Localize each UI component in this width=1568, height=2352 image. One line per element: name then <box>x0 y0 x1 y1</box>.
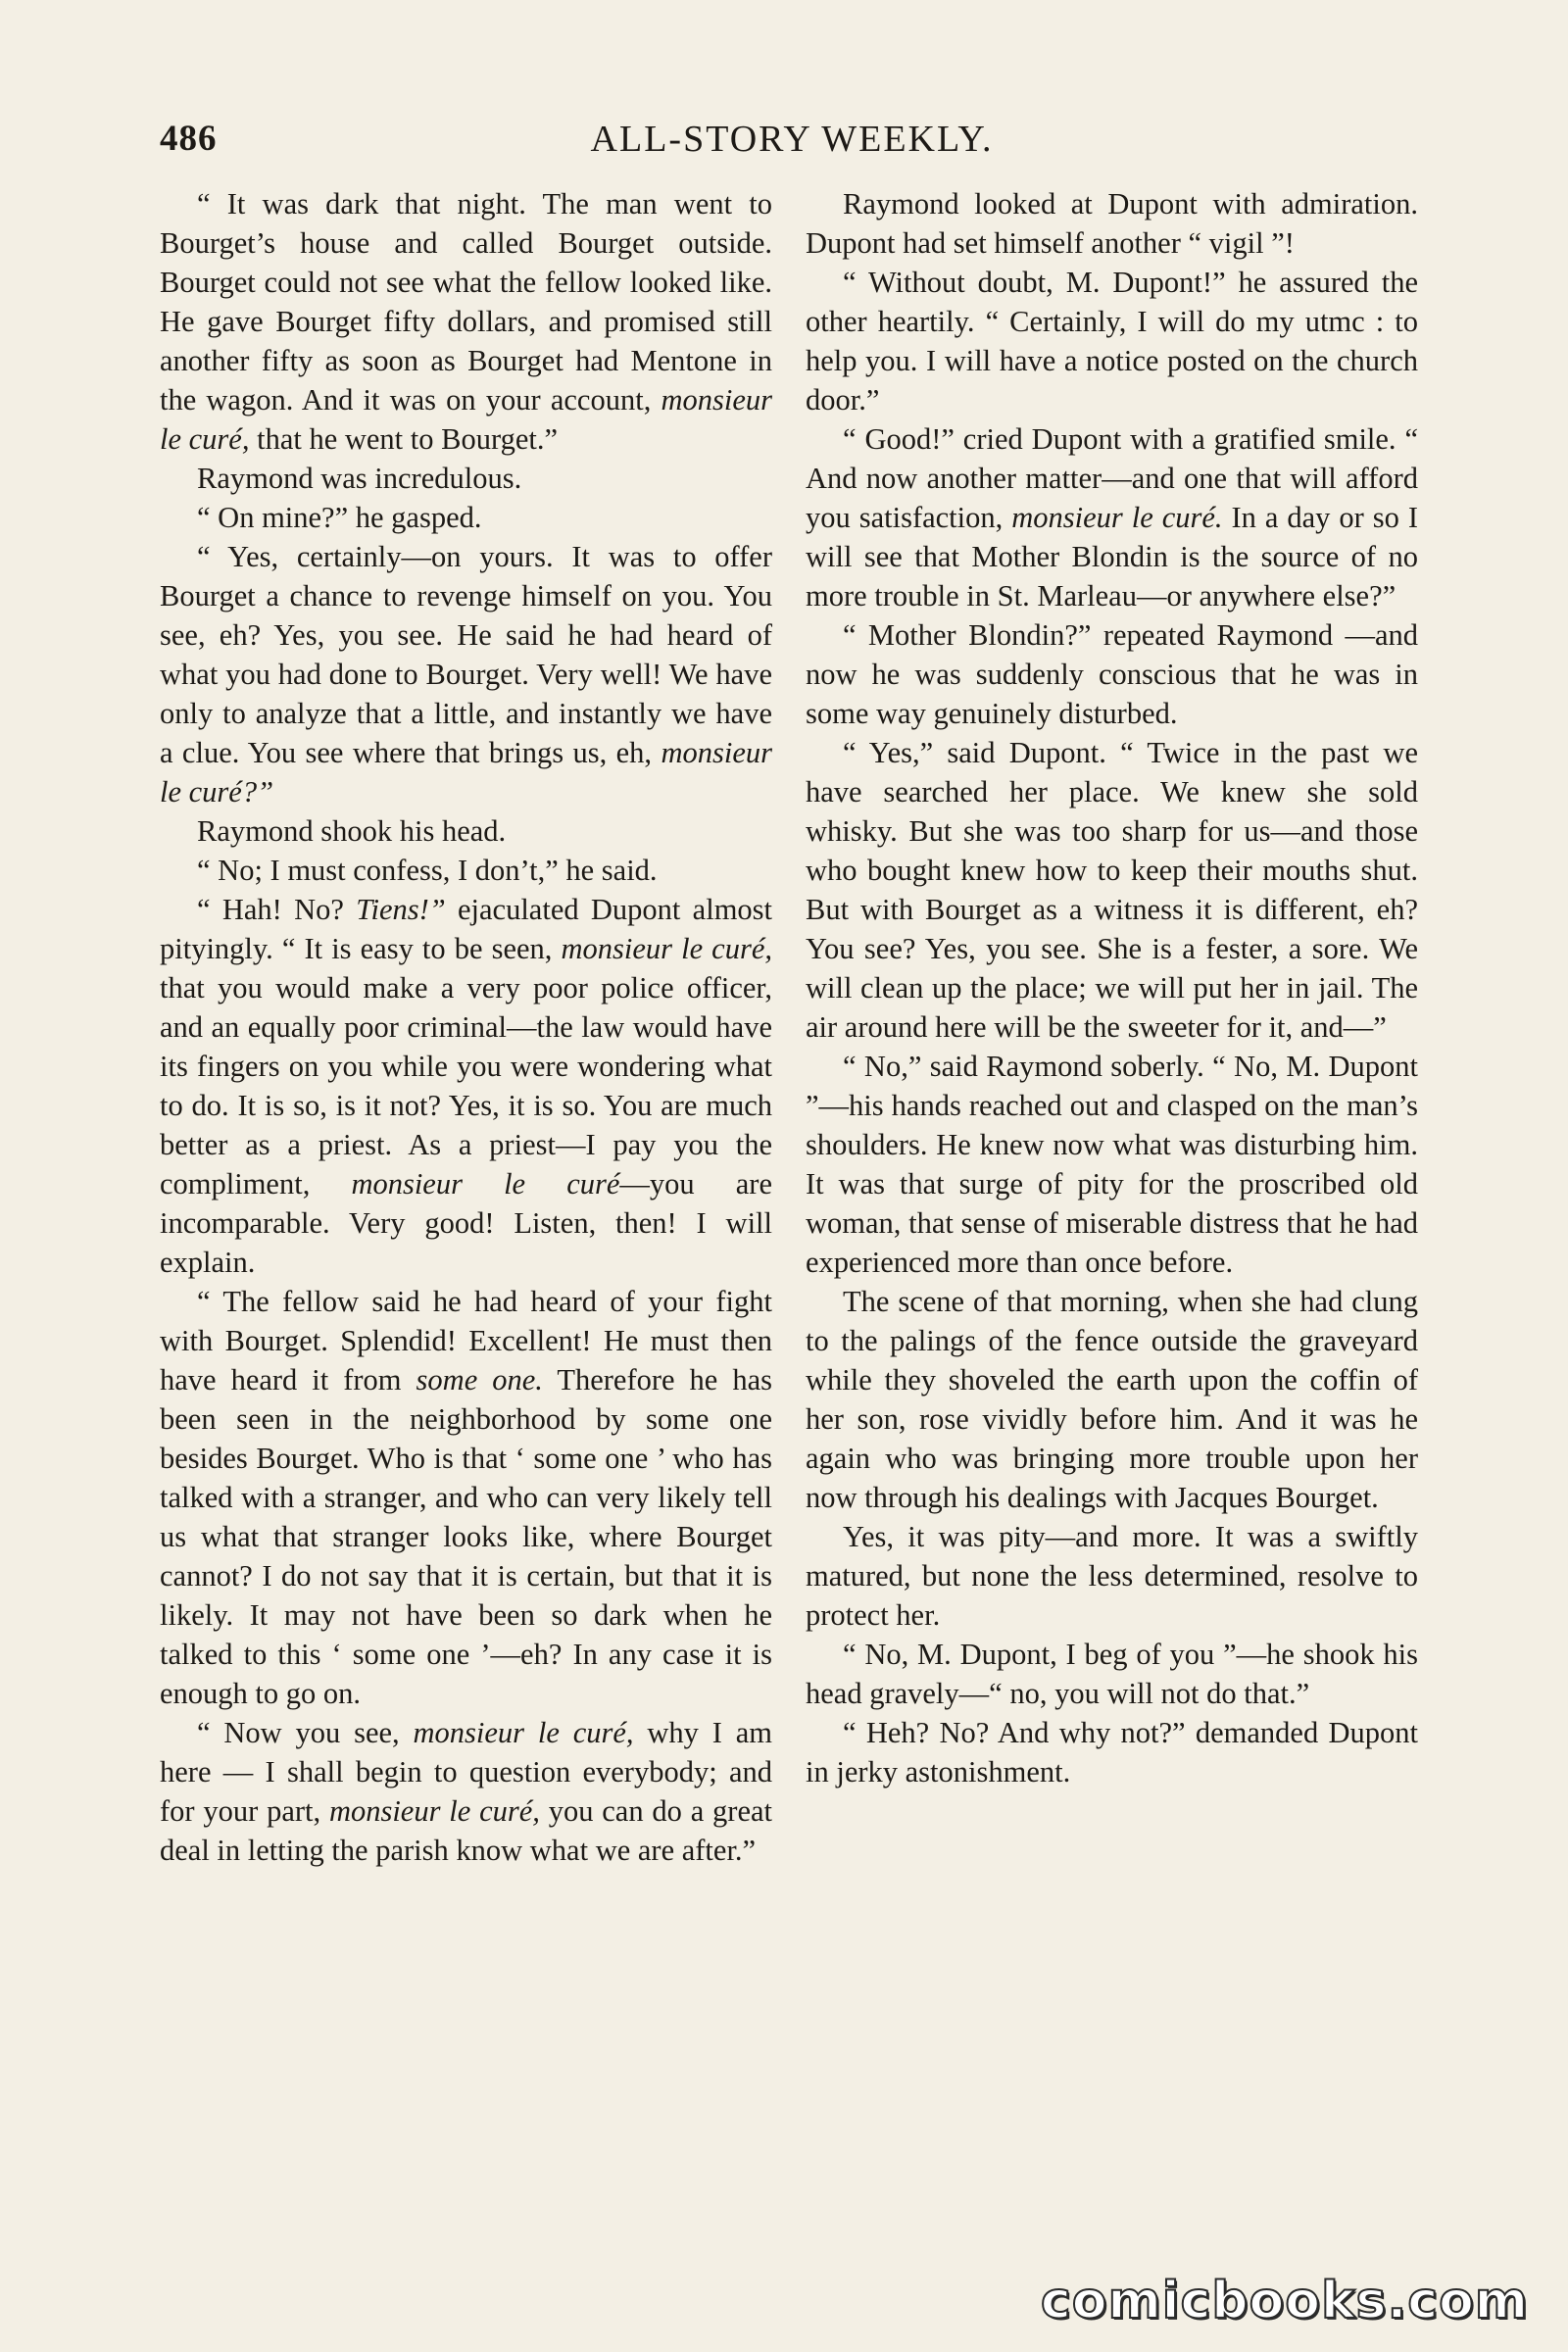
paragraph: “ Good!” cried Dupont with a gratified smile. “ And now another matter—and one that will afford you satisfaction, monsieur le curé. In a day or so I will see that Mother Blondin is the source of no more trouble in St. Marleau—or anywhere else?” <box>806 422 1418 612</box>
paragraph: Yes, it was pity—and more. It was a swiftly matured, but none the less determined, resolve to protect her. <box>806 1520 1418 1632</box>
paragraph: “ No, M. Dupont, I beg of you ”—he shook his head gravely—“ no, you will not do that.” <box>806 1638 1418 1710</box>
site-watermark: comicbooks.com <box>1040 2272 1529 2330</box>
paragraph: “ Without doubt, M. Dupont!” he assured the other heartily. “ Certainly, I will do my utmc : to help you. I will have a notice posted on the church door.” <box>806 266 1418 416</box>
paragraph: Raymond looked at Dupont with admiration. Dupont had set himself another “ vigil ”! <box>806 187 1418 260</box>
paragraph: “ Yes,” said Dupont. “ Twice in the past we have searched her place. We knew she sold whisky. But she was too sharp for us—and those who bought knew how to keep their mouths shut. But with Bourget as a witness it is different, eh? You see? Yes, you see. She is a fester, a sore. We will clean up the place; we will put her in jail. The air around here will be the sweeter for it, and—” <box>806 736 1418 1044</box>
paragraph: The scene of that morning, when she had clung to the palings of the fence outside the graveyard while they shoveled the earth upon the coffin of her son, rose vividly before him. And it was he again who was bringing more trouble upon her now through his dealings with Jacques Bourget. <box>806 1285 1418 1514</box>
paragraph: “ Hah! No? Tiens!” ejaculated Dupont almost pityingly. “ It is easy to be seen, monsieur le curé, that you would make a very poor police officer, and an equally poor criminal—the law would have its fingers on you while you were wondering what to do. It is so, is it not? Yes, it is so. You are much better as a priest. As a priest—I pay you the compliment, monsieur le curé—you are incomparable. Very good! Listen, then! I will explain. <box>160 893 773 1279</box>
page-header <box>160 118 1424 176</box>
paragraph: Raymond shook his head. <box>197 814 507 848</box>
paragraph: “ Mother Blondin?” repeated Raymond —and now he was suddenly conscious that he was in some way genuinely disturbed. <box>806 618 1418 730</box>
paragraph: “ Heh? No? And why not?” demanded Dupont in jerky astonishment. <box>806 1716 1418 1788</box>
paragraph: “ Yes, certainly—on yours. It was to offer Bourget a chance to revenge himself on you. You see, eh? Yes, you see. He said he had heard of what you had done to Bourget. Very well! We have only to analyze that a little, and instantly we have a clue. You see where that brings us, eh, monsieur le curé?” <box>160 540 772 808</box>
paragraph: “ No,” said Raymond soberly. “ No, M. Dupont ”—his hands reached out and clasped on the man’s shoulders. He knew now what was disturbing him. It was that surge of pity for the proscribed old woman, that sense of miserable distress that he had experienced more than once before. <box>806 1050 1418 1279</box>
paragraph: “ It was dark that night. The man went to Bourget’s house and called Bourget outside. Bourget could not see what the fellow looked like. He gave Bourget fifty dollars, and promised still another fifty as soon as Bourget had Mentone in the wagon. And it was on your account, monsieur le curé, that he went to Bourget.” <box>160 187 772 456</box>
paragraph: Raymond was incredulous. <box>197 462 522 495</box>
running-head-title: ALL-STORY WEEKLY. <box>590 119 994 160</box>
paragraph: “ Now you see, monsieur le curé, why I am here — I shall begin to question everybody; and for your part, monsieur le curé, you can do a great deal in letting the parish know what we are after.” <box>160 1716 772 1867</box>
paragraph: “ On mine?” he gasped. <box>197 501 482 534</box>
text-column-right <box>806 184 1418 1791</box>
page-number: 486 <box>160 119 218 159</box>
paragraph: “ The fellow said he had heard of your fight with Bourget. Splendid! Excellent! He must then have heard it from some one. Therefore he has been seen in the neighborhood by some one besides Bourget. Who is that ‘ some one ’ who has talked with a stranger, and who can very likely tell us what that stranger looks like, where Bourget cannot? I do not say that it is certain, but that it is likely. It may not have been so dark when he talked to this ‘ some one ’—eh? In any case it is enough to go on. <box>160 1285 772 1710</box>
text-column-left <box>160 184 772 1870</box>
paragraph: “ No; I must confess, I don’t,” he said. <box>197 854 658 887</box>
